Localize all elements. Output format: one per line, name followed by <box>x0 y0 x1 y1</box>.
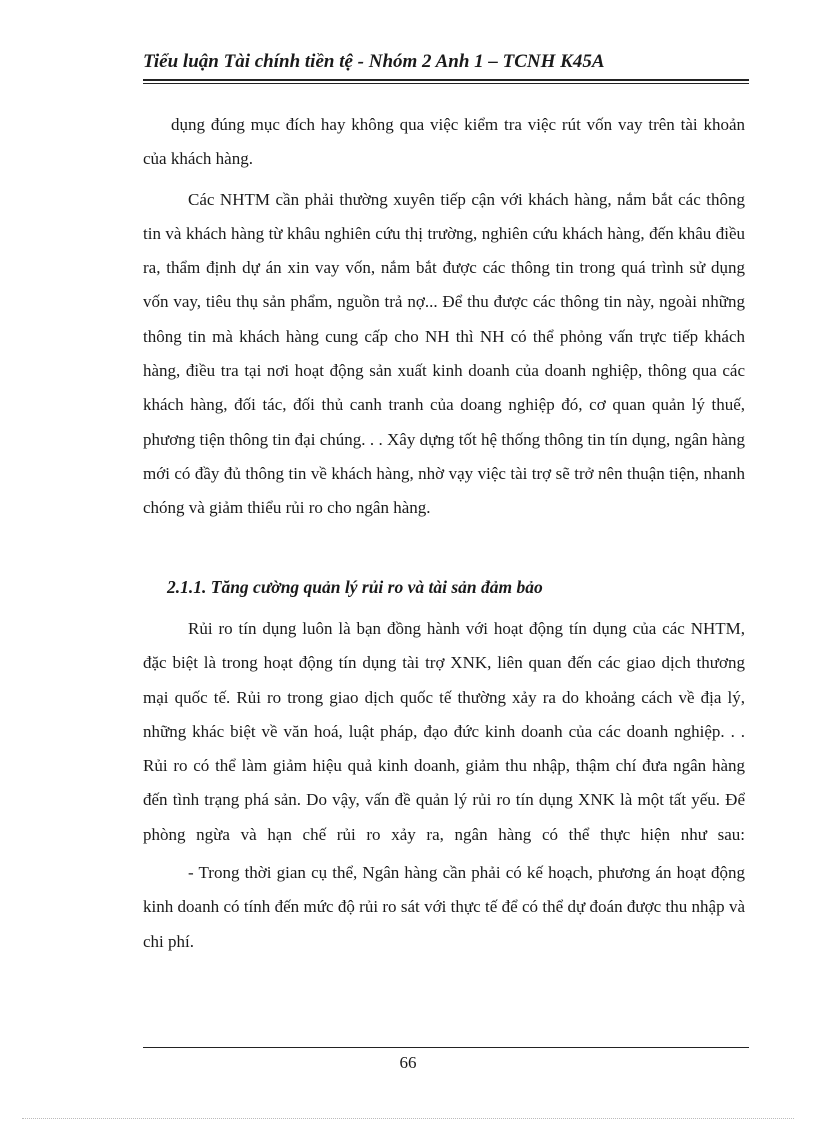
paragraph-information-gathering: Các NHTM cần phải thường xuyên tiếp cận với khách hàng, nắm bắt các thông tin và khách hàng từ khâu nghiên cứu thị trường, nghiên cứu khách hàng, đến khâu điều ra, thẩm định dự án xin vay vốn, nắm bắt được các thông tin trong quá trình sử dụng vốn vay, tiêu thụ sản phẩm, nguồn trả nợ... Để thu được các thông tin này, ngoài những thông tin mà khách hàng cung cấp cho NH thì NH có thể phỏng vấn trực tiếp khách hàng, điều tra tại nơi hoạt động sản xuất kinh doanh của doanh nghiệp, thông qua các khách hàng, đối tác, đối thủ canh tranh của doang nghiệp đó, cơ quan quản lý thuế, phương tiện thông tin đại chúng. . . Xây dựng tốt hệ thống thông tin tín dụng, ngân hàng mới có đầy đủ thông tin về khách hàng, nhờ vạy việc tài trợ sẽ trở nên thuận tiện, nhanh chóng và giảm thiểu rủi ro cho ngân hàng. <box>143 189 745 518</box>
page-edge <box>22 1118 794 1119</box>
page-number: 66 <box>399 1053 417 1072</box>
section-heading: 2.1.1. Tăng cường quản lý rủi ro và tài sản đảm bảo <box>167 577 543 597</box>
paragraph-credit-risk: Rủi ro tín dụng luôn là bạn đồng hành với hoạt động tín dụng của các NHTM, đặc biệt là trong hoạt động tín dụng tài trợ XNK, liên quan đến các giao dịch thương mại quốc tế. Rủi ro trong giao dịch quốc tế thường xảy ra do khoảng cách về địa lý, những khác biệt về văn hoá, luật pháp, đạo đức kinh doanh của các doanh nghiệp. . . Rủi ro có thể làm giảm hiệu quả kinh doanh, giảm thu nhập, thậm chí đưa ngân hàng đến tình trạng phá sản. Do vậy, vấn đề quản lý rủi ro tín dụng XNK là một tất yếu. Để phòng ngừa và hạn chế rủi ro xảy ra, ngân hàng có thể thực hiện như sau: <box>143 619 745 844</box>
body-section-2 <box>143 612 745 959</box>
footer-rule <box>143 1047 749 1048</box>
header-rule-thin <box>143 83 749 84</box>
paragraph-bullet-plan: - Trong thời gian cụ thể, Ngân hàng cần phải có kế hoạch, phương án hoạt động kinh doanh có tính đến mức độ rủi ro sát với thực tế để có thể dự đoán được thu nhập và chi phí. <box>143 863 745 951</box>
paragraph-continuation: dụng đúng mục đích hay không qua việc kiểm tra việc rút vốn vay trên tài khoản của khách hàng. <box>143 115 745 169</box>
running-header: Tiểu luận Tài chính tiền tệ - Nhóm 2 Anh 1 – TCNH K45A <box>143 51 605 72</box>
header-rule <box>143 79 749 81</box>
body-section-1 <box>143 108 745 526</box>
